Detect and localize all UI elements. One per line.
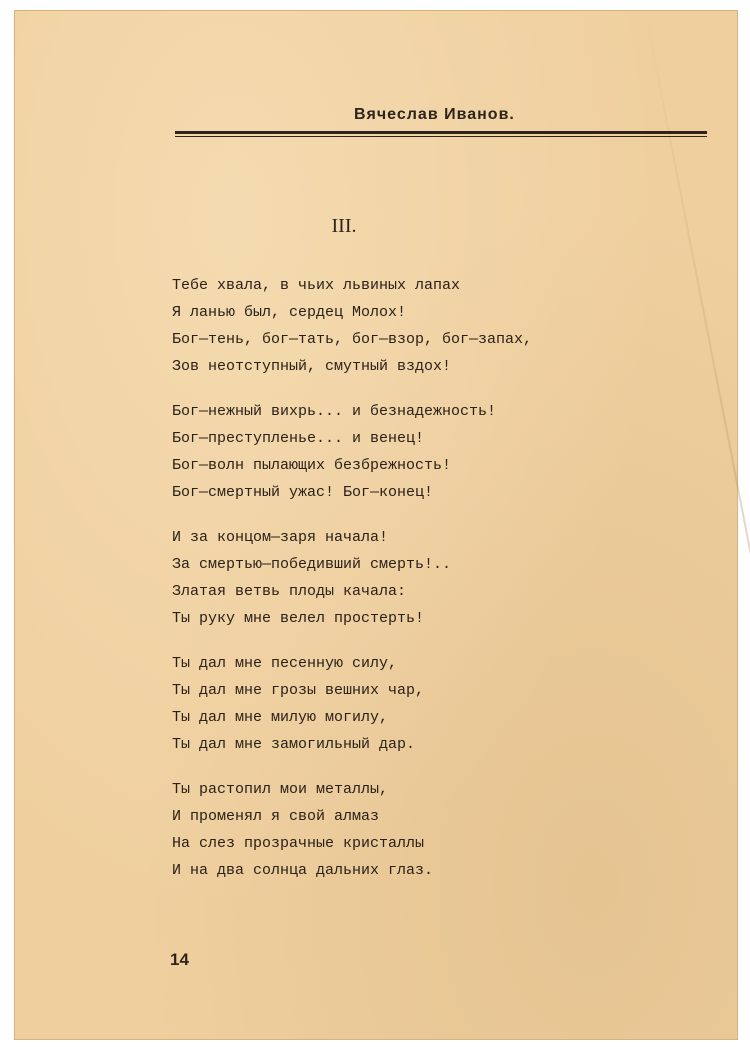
header-rule-thin — [175, 136, 707, 137]
poem-line: На слез прозрачные кристаллы — [172, 835, 425, 852]
poem-line: Ты дал мне грозы вешних чар, — [172, 682, 425, 699]
section-number: III. — [331, 215, 357, 237]
poem-line: Бог—нежный вихрь... и безнадежность! — [172, 403, 497, 420]
poem-line: Бог—волн пылающих безбрежность! — [172, 457, 452, 474]
poem-line: Ты растопил мои металлы, — [172, 781, 389, 798]
poem-line: И на два солнца дальних глаз. — [172, 862, 434, 879]
poem-line: Бог—тень, бог—тать, бог—взор, бог—запах, — [172, 331, 533, 348]
poem-line: Бог—преступленье... и венец! — [172, 430, 425, 447]
paper-sheet — [14, 10, 738, 1040]
header-rule-thick — [175, 131, 707, 134]
poem-line: Ты руку мне велел простерть! — [172, 610, 425, 627]
stanza-5 — [172, 776, 642, 884]
poem-line: Тебе хвала, в чьих львиных лапах — [172, 277, 461, 294]
paper-crease — [644, 10, 750, 1021]
poem-line: Я ланью был, сердец Молох! — [172, 304, 407, 321]
poem-line: Ты дал мне замогильный дар. — [172, 736, 416, 753]
poem-line: Златая ветвь плоды качала: — [172, 583, 407, 600]
stanza-3 — [172, 524, 642, 632]
poem-line: И за концом—заря начала! — [172, 529, 389, 546]
poem-line: Бог—смертный ужас! Бог—конец! — [172, 484, 434, 501]
running-header — [14, 106, 738, 130]
poem-line: Ты дал мне песенную силу, — [172, 655, 398, 672]
stanza-4 — [172, 650, 642, 758]
author-name: Вячеслав Иванов. — [354, 106, 515, 123]
poem-line: Ты дал мне милую могилу, — [172, 709, 389, 726]
stanza-1 — [172, 272, 642, 380]
poem — [172, 272, 642, 902]
stanza-2 — [172, 398, 642, 506]
page-number: 14 — [170, 950, 189, 969]
poem-line: И променял я свой алмаз — [172, 808, 380, 825]
poem-line: Зов неотступный, смутный вздох! — [172, 358, 452, 375]
poem-line: За смертью—победивший смерть!.. — [172, 556, 452, 573]
